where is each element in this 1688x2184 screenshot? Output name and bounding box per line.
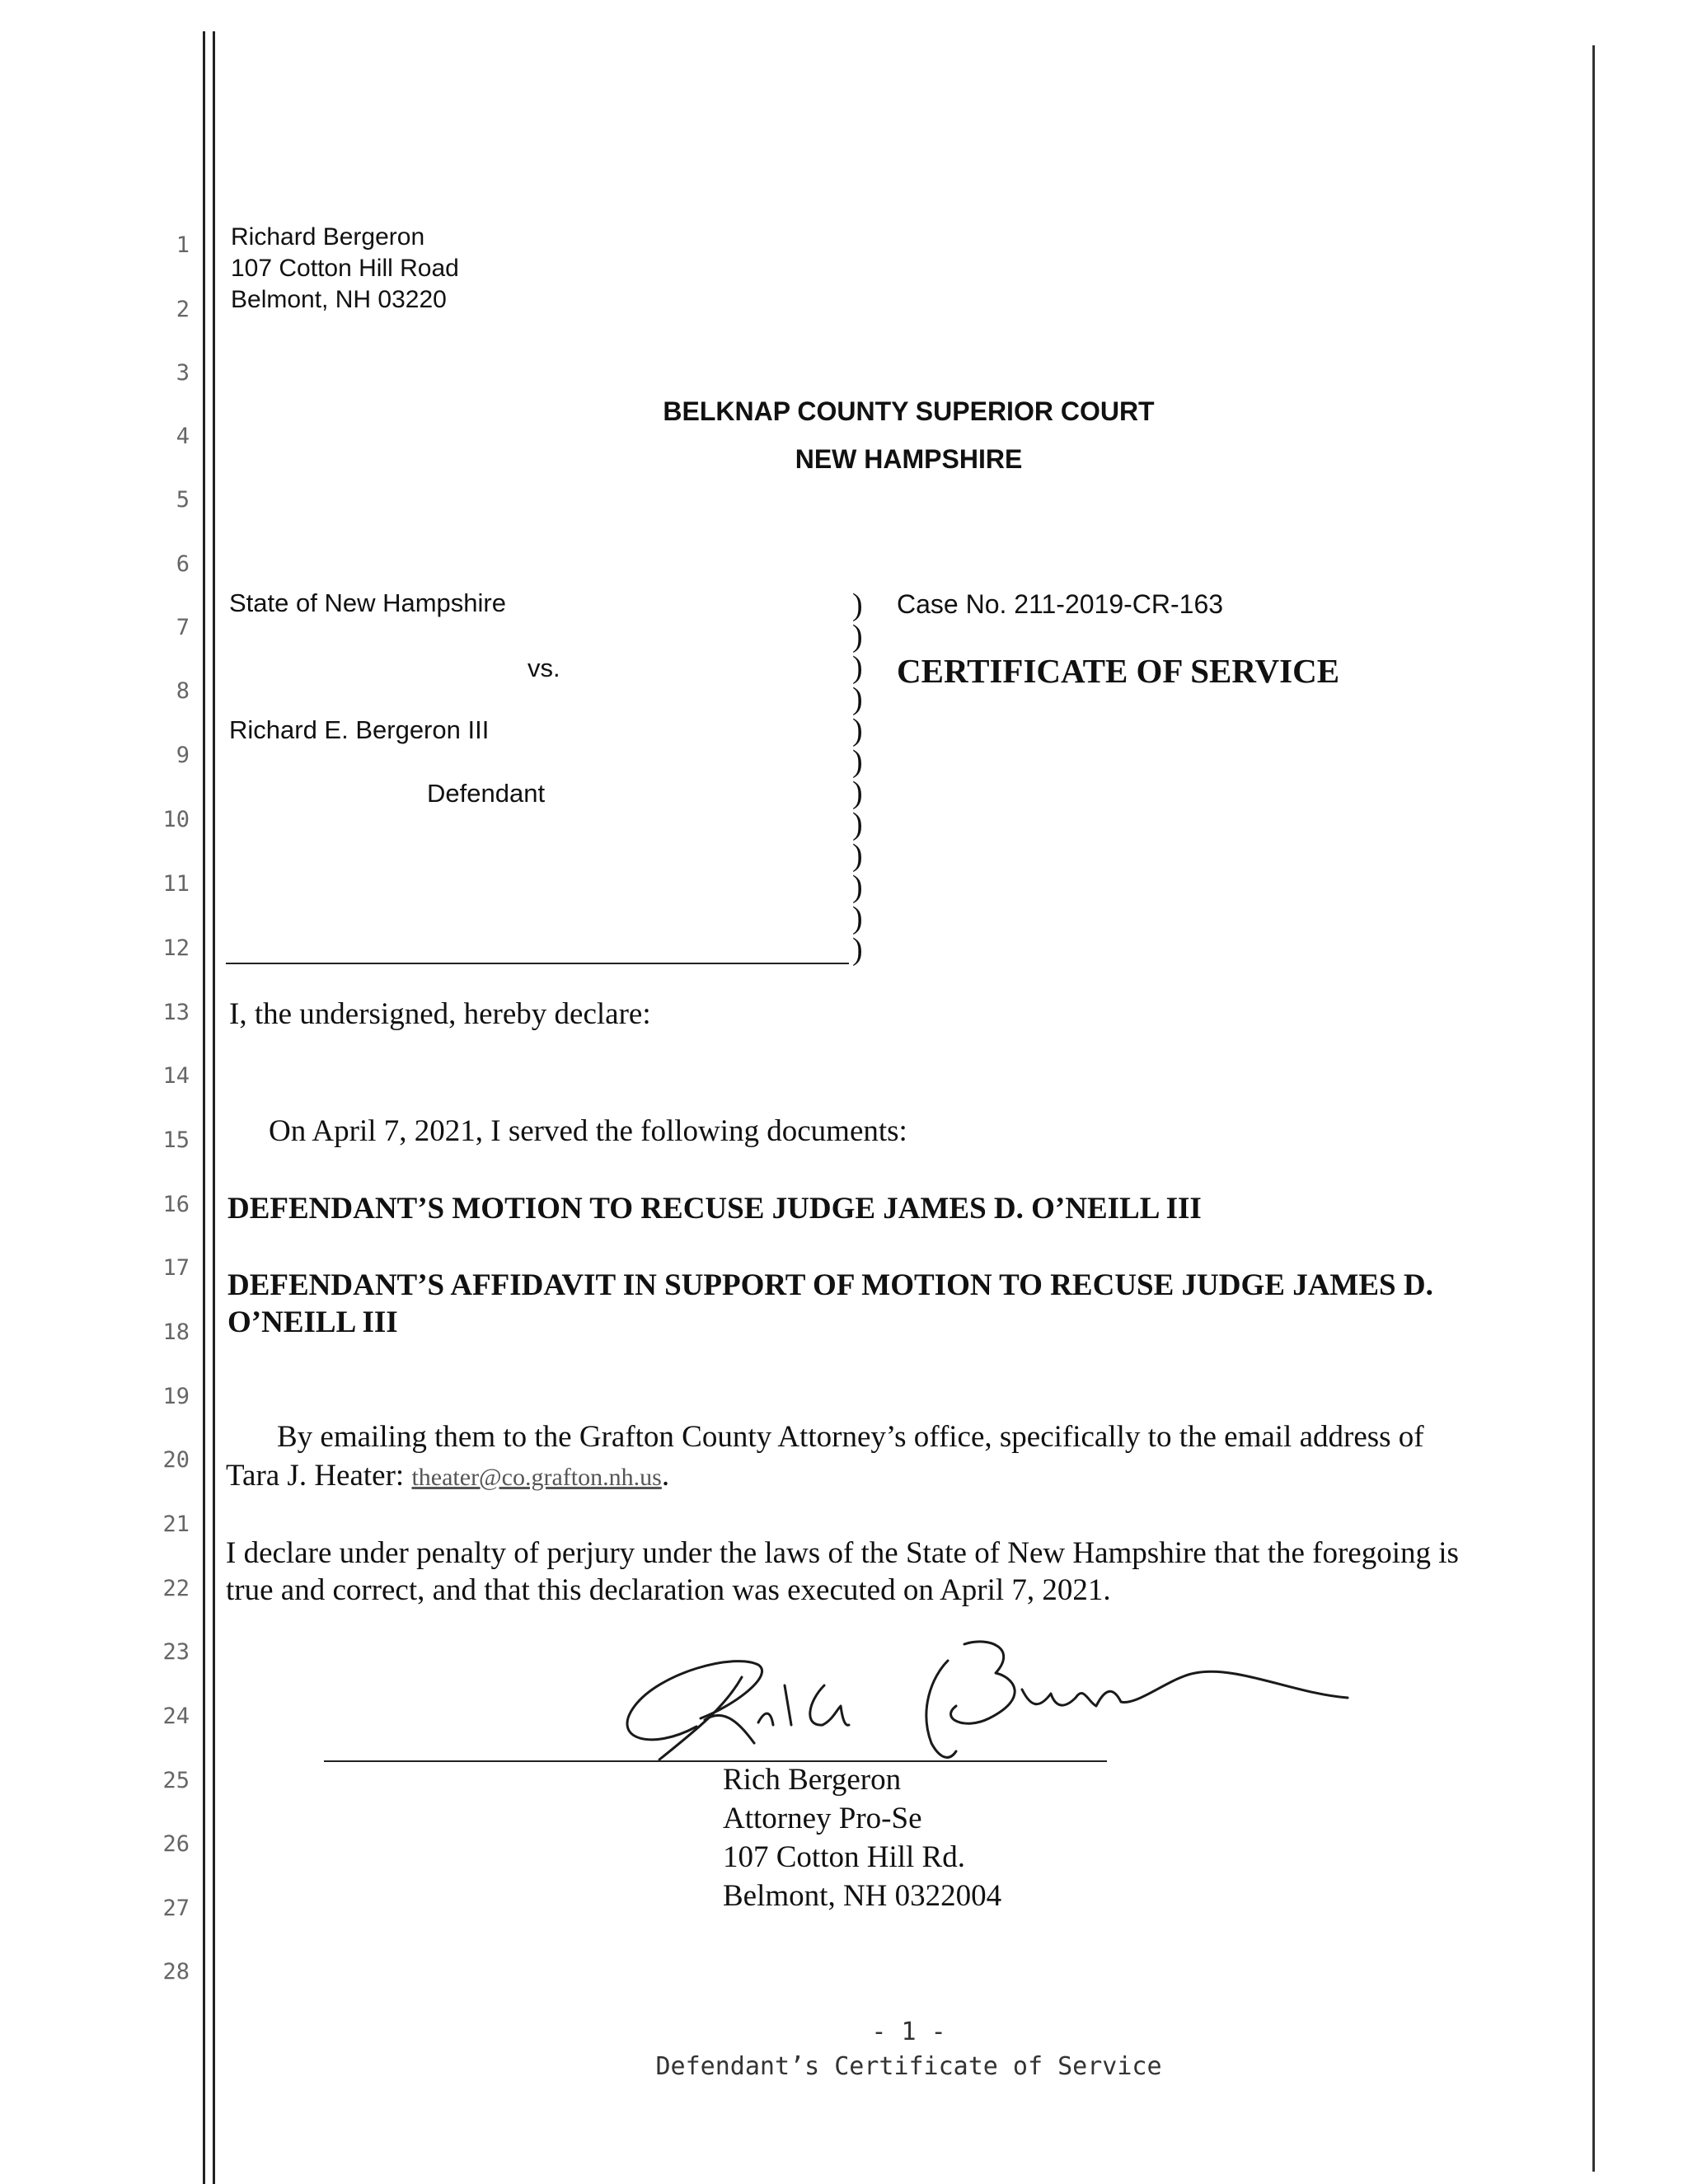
sender-name: Richard Bergeron xyxy=(231,223,425,251)
line-number: 15 xyxy=(162,1127,190,1153)
line-number: 20 xyxy=(162,1447,190,1473)
caption-paren: ) xyxy=(852,807,863,841)
court-name: BELKNAP COUNTY SUPERIOR COURT xyxy=(663,396,1155,426)
line-number: 14 xyxy=(162,1063,190,1089)
caption-paren: ) xyxy=(852,744,863,779)
service-method-line-1: By emailing them to the Grafton County Attorney’s office, specifically to the email address of xyxy=(277,1420,1424,1454)
court-state: NEW HAMPSHIRE xyxy=(795,444,1023,474)
line-number: 2 xyxy=(176,297,190,322)
sender-street: 107 Cotton Hill Road xyxy=(231,255,459,282)
line-number: 3 xyxy=(176,360,190,386)
service-method-line-2 xyxy=(226,1457,669,1496)
signer-name: Rich Bergeron xyxy=(723,1763,902,1797)
line-number: 11 xyxy=(162,871,190,897)
line-number: 18 xyxy=(162,1319,190,1345)
left-margin-rule-outer xyxy=(203,31,205,2184)
line-number: 25 xyxy=(162,1768,190,1793)
line-number: 13 xyxy=(162,1000,190,1025)
sender-city: Belmont, NH 03220 xyxy=(231,286,447,313)
line-number: 5 xyxy=(176,487,190,513)
line-number: 23 xyxy=(162,1639,190,1665)
served-statement: On April 7, 2021, I served the following documents: xyxy=(269,1114,907,1148)
footer-title: Defendant’s Certificate of Service xyxy=(655,2052,1162,2081)
recipient-label: Tara J. Heater: xyxy=(226,1459,412,1493)
served-document-1: DEFENDANT’S MOTION TO RECUSE JUDGE JAMES D. O’NEILL III xyxy=(227,1192,1202,1226)
line-number: 28 xyxy=(162,1959,190,1985)
signature-line xyxy=(324,1760,1107,1762)
caption-underline xyxy=(226,963,849,964)
line-number: 6 xyxy=(176,551,190,577)
versus-label: vs. xyxy=(528,654,560,682)
line-number: 27 xyxy=(162,1896,190,1921)
method-period: . xyxy=(661,1459,670,1493)
signer-title: Attorney Pro-Se xyxy=(723,1802,922,1835)
caption-paren: ) xyxy=(852,619,863,654)
line-number: 26 xyxy=(162,1831,190,1857)
caption-paren: ) xyxy=(852,776,863,810)
line-number: 17 xyxy=(162,1255,190,1281)
line-number: 4 xyxy=(176,424,190,449)
plaintiff-name: State of New Hampshire xyxy=(229,588,506,617)
line-number: 1 xyxy=(176,232,190,258)
declare-intro: I, the undersigned, hereby declare: xyxy=(229,997,651,1031)
left-margin-rule-inner xyxy=(213,31,215,2184)
signer-city: Belmont, NH 0322004 xyxy=(723,1879,1002,1913)
caption-paren: ) xyxy=(852,713,863,748)
line-number: 16 xyxy=(162,1192,190,1217)
line-number: 21 xyxy=(162,1511,190,1537)
served-document-2-line-2: O’NEILL III xyxy=(227,1305,398,1339)
line-number: 24 xyxy=(162,1704,190,1729)
line-number: 7 xyxy=(176,615,190,640)
line-number: 10 xyxy=(162,807,190,832)
defendant-role: Defendant xyxy=(427,779,546,808)
signer-street: 107 Cotton Hill Rd. xyxy=(723,1840,965,1874)
caption-paren: ) xyxy=(852,588,863,622)
line-number: 9 xyxy=(176,743,190,768)
page-number: - 1 - xyxy=(871,2018,946,2046)
document-title: CERTIFICATE OF SERVICE xyxy=(897,652,1340,690)
caption-paren: ) xyxy=(852,682,863,716)
line-number: 19 xyxy=(162,1384,190,1409)
perjury-line-2: true and correct, and that this declaration was executed on April 7, 2021. xyxy=(226,1573,1111,1607)
line-number: 22 xyxy=(162,1576,190,1601)
defendant-name: Richard E. Bergeron III xyxy=(229,715,490,744)
caption-paren: ) xyxy=(852,650,863,685)
handwritten-signature xyxy=(602,1628,1360,1776)
caption-paren: ) xyxy=(852,901,863,935)
right-margin-rule xyxy=(1592,45,1595,2172)
line-number: 12 xyxy=(162,935,190,961)
caption-paren: ) xyxy=(852,932,863,967)
caption-paren: ) xyxy=(852,869,863,904)
line-number: 8 xyxy=(176,678,190,704)
recipient-email-link[interactable]: theater@co.grafton.nh.us xyxy=(411,1464,662,1491)
served-document-2-line-1: DEFENDANT’S AFFIDAVIT IN SUPPORT OF MOTION TO RECUSE JUDGE JAMES D. xyxy=(227,1268,1433,1302)
perjury-line-1: I declare under penalty of perjury under the laws of the State of New Hampshire that the foregoing is xyxy=(226,1536,1459,1570)
caption-paren: ) xyxy=(852,838,863,873)
case-number: Case No. 211-2019-CR-163 xyxy=(897,589,1224,619)
